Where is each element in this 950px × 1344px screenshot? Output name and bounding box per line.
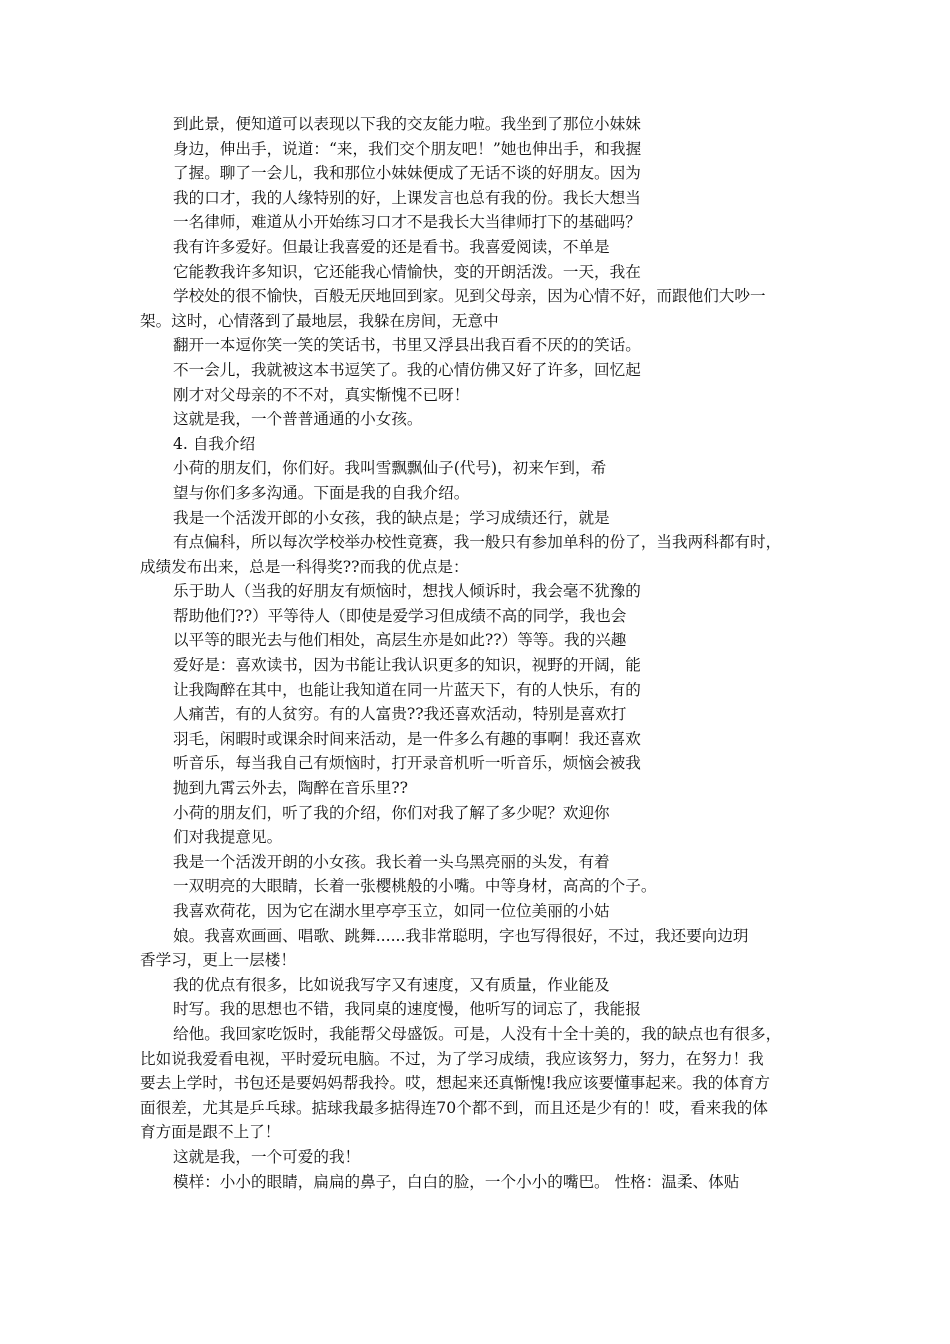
text-line: 到此景，便知道可以表现以下我的交友能力啦。我坐到了那位小妹妹: [173, 115, 641, 133]
text-line: 学校处的很不愉快，百般无厌地回到家。见到父母亲，因为心情不好，而跟他们大吵一: [173, 287, 766, 306]
text-line: 给他。我回家吃饭时，我能帮父母盛饭。可是，人没有十全十美的，我的缺点也有很多，: [173, 1024, 782, 1043]
text-line: 不一会儿，我就被这本书逗笑了。我的心情仿佛又好了许多，回忆起: [173, 360, 641, 379]
text-line: 要去上学时，书包还是要妈妈帮我拎。哎，想起来还真惭愧!我应该要懂事起来。我的体育方: [140, 1074, 771, 1093]
text-line: 架。这时，心情落到了最地层，我躲在房间，无意中: [140, 311, 499, 330]
text-line: 让我陶醉在其中，也能让我知道在同一片蓝天下，有的人快乐，有的: [173, 680, 641, 699]
text-line: 模样：小小的眼睛，扁扁的鼻子，白白的脸，一个小小的嘴巴。 性格：温柔、体贴: [173, 1172, 740, 1191]
text-line: 一双明亮的大眼睛，长着一张樱桃般的小嘴。中等身材，高高的个子。: [173, 877, 657, 896]
text-line: 娘。我喜欢画画、唱歌、跳舞......我非常聪明，字也写得很好，不过，我还要向边玥: [173, 926, 749, 945]
text-line: 乐于助人（当我的好朋友有烦恼时，想找人倾诉时，我会毫不犹豫的: [173, 582, 641, 601]
text-line: 身边，伸出手，说道：“来，我们交个朋友吧！”她也伸出手，和我握: [173, 139, 642, 158]
text-line: 翻开一本逗你笑一笑的笑话书，书里又浮县出我百看不厌的的笑话。: [173, 336, 641, 355]
text-line: 比如说我爱看电视，平时爱玩电脑。不过，为了学习成绩，我应该努力，努力，在努力！我: [140, 1049, 764, 1068]
text-line: 我是一个活泼开郎的小女孩，我的缺点是；学习成绩还行，就是: [173, 508, 610, 527]
text-line: 我的口才，我的人缘特别的好，上课发言也总有我的份。我长大想当: [173, 188, 641, 207]
text-line: 我有许多爱好。但最让我喜爱的还是看书。我喜爱阅读，不单是: [173, 237, 610, 256]
text-line: 育方面是跟不上了！: [140, 1123, 281, 1142]
text-line: 我是一个活泼开朗的小女孩。我长着一头乌黑亮丽的头发，有着: [173, 852, 610, 871]
text-line: 成绩发布出来，总是一科得奖??而我的优点是：: [140, 557, 469, 576]
text-line: 了握。聊了一会儿，我和那位小妹妹便成了无话不谈的好朋友。因为: [173, 164, 641, 183]
text-line: 刚才对父母亲的不不对，真实惭愧不已呀！: [173, 385, 470, 404]
text-line: 有点偏科，所以每次学校举办校性竟赛，我一般只有参加单科的份了，当我两科都有时，: [173, 533, 782, 552]
text-line: 帮助他们??）平等待人（即使是爱学习但成绩不高的同学，我也会: [173, 606, 627, 625]
text-line: 们对我提意见。: [173, 828, 283, 847]
text-line: 时写。我的思想也不错，我同桌的速度慢，他听写的词忘了，我能报: [173, 1000, 641, 1019]
text-line: 香学习，更上一层楼！: [140, 951, 296, 970]
text-line: 我喜欢荷花，因为它在湖水里亭亭玉立，如同一位位美丽的小姑: [173, 902, 610, 920]
text-line: 面很差，尤其是乒乓球。掂球我最多掂得连70个都不到，而且还是少有的！哎，看来我的体: [140, 1098, 768, 1117]
text-line: 这就是我，一个普普通通的小女孩。: [173, 410, 423, 429]
text-line: 4. 自我介绍: [173, 434, 256, 453]
text-line: 抛到九霄云外去，陶醉在音乐里??: [173, 779, 409, 798]
text-line: 以平等的眼光去与他们相处，高层生亦是如此??）等等。我的兴趣: [173, 631, 627, 650]
text-line: 听音乐，每当我自己有烦恼时，打开录音机听一听音乐，烦恼会被我: [173, 754, 641, 773]
text-line: 我的优点有很多，比如说我写字又有速度，又有质量，作业能及: [173, 975, 610, 994]
text-line: 爱好是：喜欢读书，因为书能让我认识更多的知识，视野的开阔，能: [173, 656, 641, 675]
text-line: 望与你们多多沟通。下面是我的自我介绍。: [173, 483, 470, 502]
text-line: 它能教我许多知识，它还能我心情愉快，变的开朗活泼。一天，我在: [173, 262, 641, 281]
text-line: 人痛苦，有的人贫穷。有的人富贵??我还喜欢活动，特别是喜欢打: [173, 705, 627, 724]
text-line: 这就是我，一个可爱的我！: [173, 1147, 361, 1166]
document-body: [140, 112, 815, 1194]
text-line: 羽毛，闲暇时或课余时间来活动，是一件多么有趣的事啊！我还喜欢: [173, 729, 641, 748]
text-line: 小荷的朋友们，听了我的介绍，你们对我了解了多少呢？欢迎你: [173, 803, 610, 822]
text-line: 一名律师，难道从小开始练习口才不是我长大当律师打下的基础吗？: [173, 213, 641, 232]
text-line: 小荷的朋友们，你们好。我叫雪飘飘仙子(代号)，初来乍到，希: [173, 459, 607, 478]
